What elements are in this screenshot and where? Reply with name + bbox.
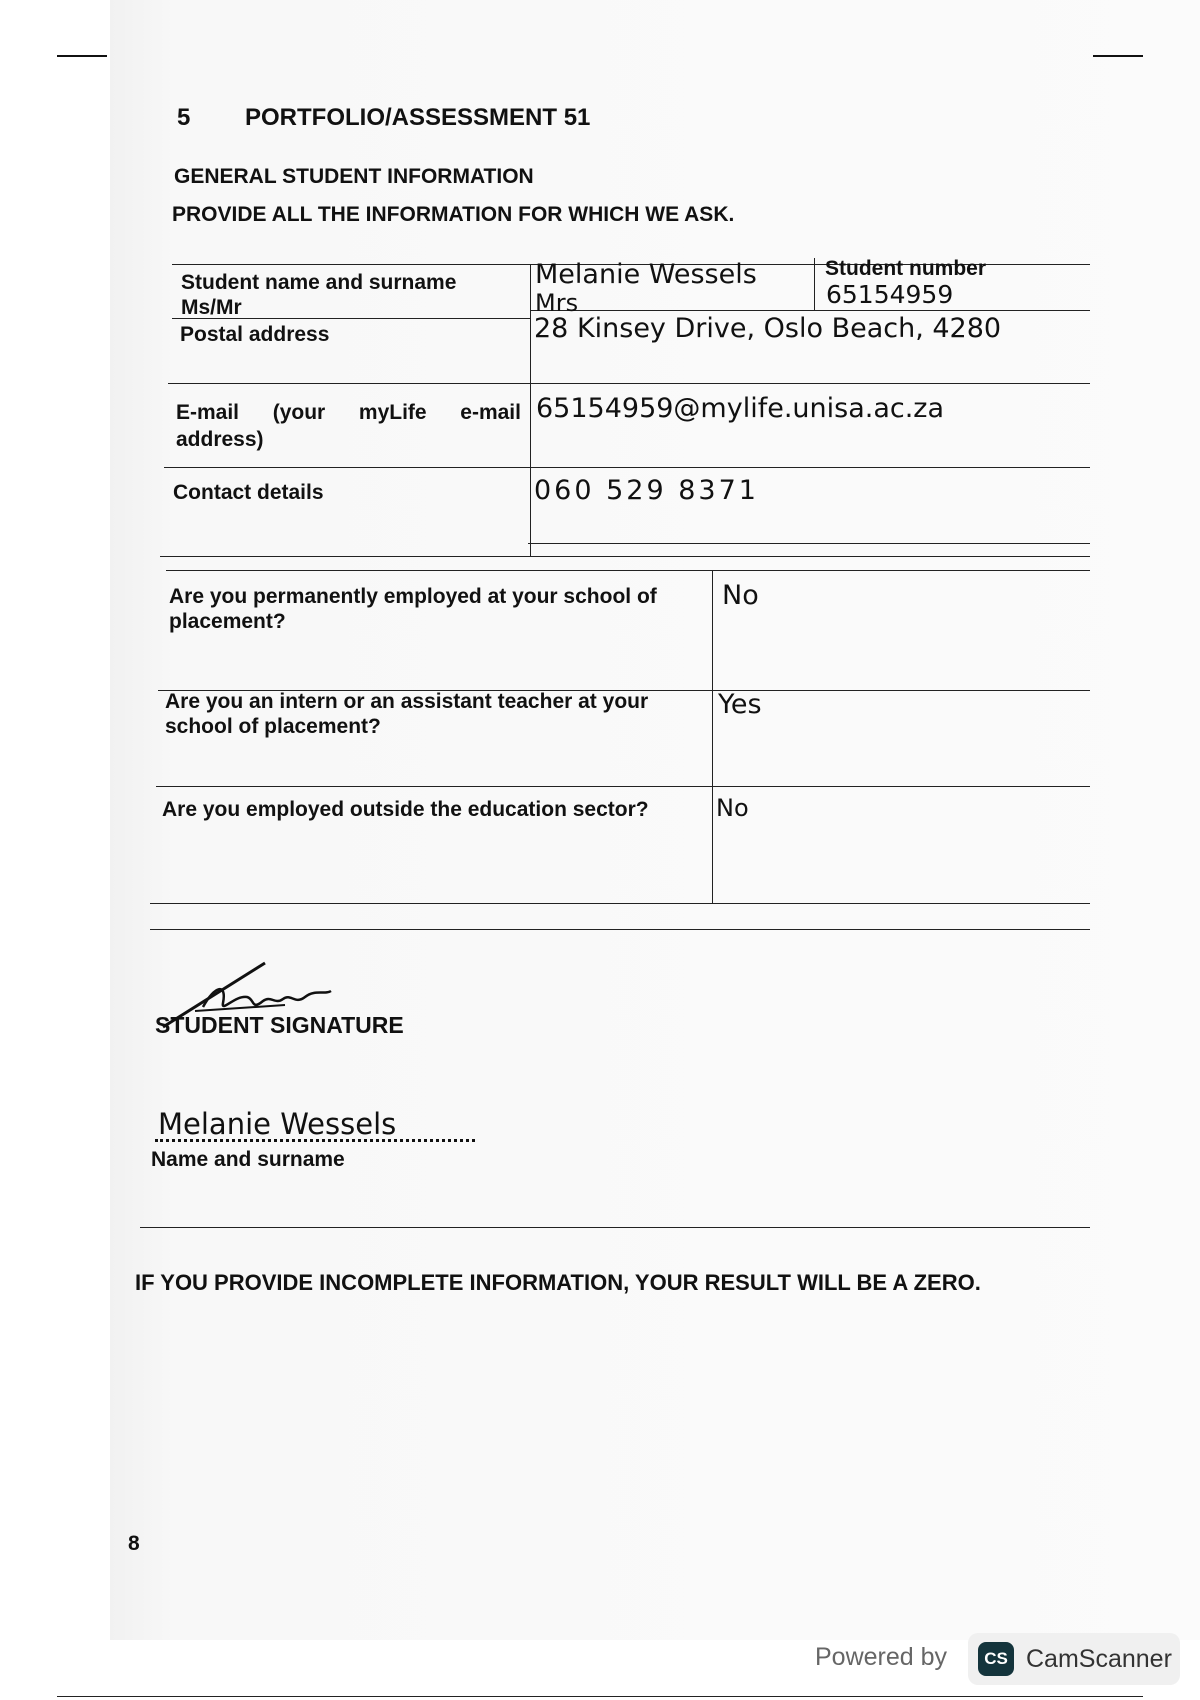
subtitle-general-info: GENERAL STUDENT INFORMATION [174,165,534,188]
email-label-row [176,400,521,425]
title-value: Mrs [535,289,579,317]
answer-intern-assistant: Yes [718,689,762,720]
name-and-surname-label: Name and surname [151,1148,345,1171]
warning-text: IF YOU PROVIDE INCOMPLETE INFORMATION, YOUR RESULT WILL BE A ZERO. [135,1270,981,1295]
email-value: 65154959@mylife.unisa.ac.za [536,393,945,424]
page-bottom-rule [57,1696,1143,1697]
email-label-word-2: (your [272,401,326,424]
employment-table-top-border [166,570,1090,571]
written-name: Melanie Wessels [158,1107,397,1141]
subtitle-provide-info: PROVIDE ALL THE INFORMATION FOR WHICH WE ASK. [172,203,735,226]
contact-details-label: Contact details [173,481,324,504]
signature-section-bottom-line [140,1227,1090,1228]
student-name-value: Melanie Wessels [535,259,757,290]
section-title: PORTFOLIO/ASSESSMENT 51 [245,104,591,131]
employment-table-row-line-2 [156,786,1090,787]
question-employed-outside: Are you employed outside the education sector? [162,798,649,821]
answer-permanently-employed: No [722,580,759,611]
section-number: 5 [177,104,191,131]
student-name-label: Student name and surname [181,271,457,294]
camscanner-badge [968,1633,1180,1685]
student-number-value: 65154959 [826,280,954,309]
employment-table-bottom-border [150,903,1090,904]
name-dotted-line [155,1139,475,1142]
student-signature-label: STUDENT SIGNATURE [155,1012,404,1038]
info-table-divider-student-number [814,258,815,310]
camscanner-logo-icon: CS [978,1642,1014,1676]
email-label-address: address) [176,428,264,451]
info-table-divider [530,264,531,556]
postal-address-value: 28 Kinsey Drive, Oslo Beach, 4280 [534,313,1002,344]
info-table-row-line-1 [530,310,1090,311]
contact-details-value: 060 529 8371 [534,475,759,506]
email-label-word-1: E-mail [176,401,240,424]
corner-rule-right [1093,55,1143,57]
info-table-row-line-4 [528,543,1090,544]
employment-table-divider [712,570,713,903]
email-label-word-3: myLife [358,401,427,424]
section-separator-line [150,929,1090,930]
page-number: 8 [128,1532,140,1555]
email-label-word-4: e-mail [460,401,521,424]
postal-address-label: Postal address [180,323,330,346]
title-label: Ms/Mr [181,296,242,319]
question-permanently-employed: Are you permanently employed at your school of placement? [169,585,657,633]
camscanner-brand: CamScanner [1026,1644,1172,1673]
corner-rule-left [57,55,107,57]
powered-by-text: Powered by [815,1643,948,1671]
info-table-row-line-2 [168,383,1090,384]
info-table-row-line-3 [164,467,1090,468]
student-number-label: Student number [825,257,986,280]
answer-employed-outside: No [716,794,749,822]
question-intern-assistant: Are you an intern or an assistant teacher at your school of placement? [165,690,649,738]
info-table-bottom-border [160,556,1090,557]
